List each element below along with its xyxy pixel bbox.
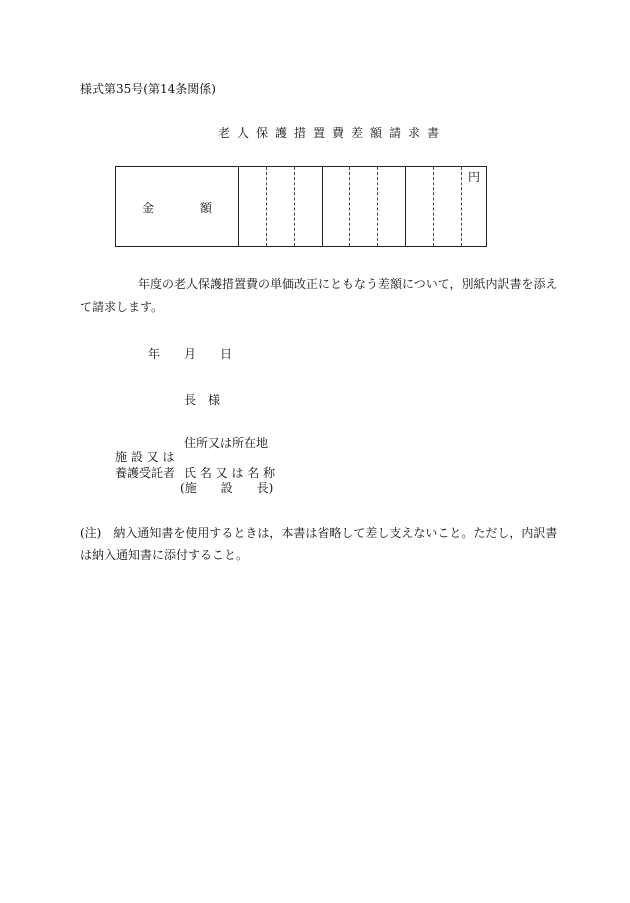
body-text-line-1: 年度の老人保護措置費の単価改正にともなう差額について，別紙内訳書を添え bbox=[138, 277, 558, 291]
amount-table bbox=[115, 166, 487, 247]
note-line-1: (注) 納入通知書を使用するときは，本書は省略して差し支えないこと。ただし，内訳書 bbox=[80, 526, 558, 540]
digit-divider bbox=[377, 167, 378, 246]
body-text-line-2: て請求します。 bbox=[80, 300, 164, 314]
addressee: 長 様 bbox=[184, 393, 221, 407]
amount-divider-main bbox=[238, 167, 239, 246]
date-year: 年 bbox=[148, 347, 161, 361]
date-day: 日 bbox=[220, 347, 233, 361]
amount-unit-yen: 円 bbox=[468, 170, 481, 184]
amount-label-kin: 金 bbox=[142, 201, 155, 215]
form-number: 様式第35号(第14条関係) bbox=[80, 82, 216, 96]
digit-divider bbox=[433, 167, 434, 246]
digit-divider bbox=[349, 167, 350, 246]
document-title: 老人保護措置費差額請求書 bbox=[218, 126, 447, 140]
note-line-2: は納入通知書に添付すること。 bbox=[80, 548, 249, 562]
address-label: 住所又は所在地 bbox=[184, 436, 269, 450]
amount-label-gaku: 額 bbox=[200, 201, 213, 215]
digit-divider bbox=[266, 167, 267, 246]
digit-divider bbox=[294, 167, 295, 246]
group-divider bbox=[322, 167, 323, 246]
applicant-role-line-2: 養護受託者 bbox=[115, 466, 176, 480]
group-divider bbox=[405, 167, 406, 246]
applicant-role-line-1: 施 設 又 は bbox=[115, 450, 175, 464]
digit-divider bbox=[461, 167, 462, 246]
name-note: (施 設 長) bbox=[180, 481, 274, 495]
name-label: 氏 名 又 は 名 称 bbox=[184, 466, 276, 480]
date-month: 月 bbox=[184, 347, 197, 361]
